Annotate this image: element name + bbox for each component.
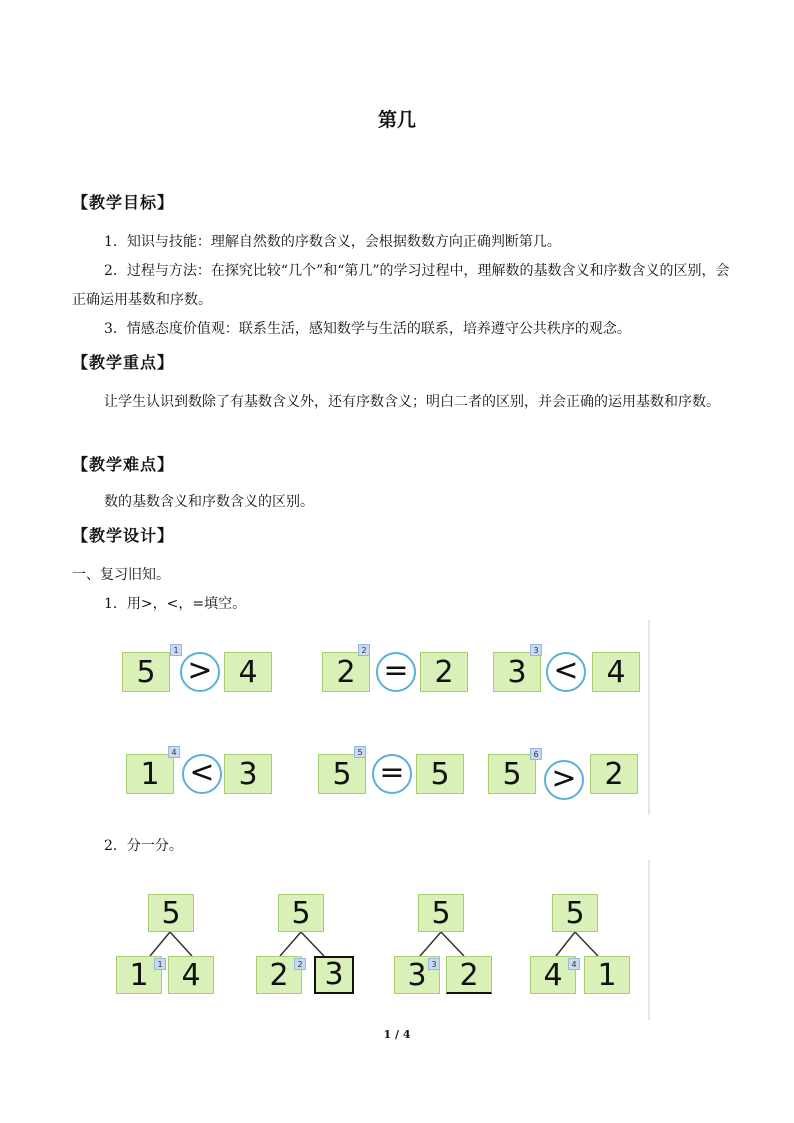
difficulties-text: 数的基数含义和序数含义的区别。 <box>104 494 314 510</box>
branch-line <box>556 932 598 956</box>
total-box: 5 <box>418 894 464 932</box>
part-box: 4 <box>168 956 214 994</box>
number-box: 3 <box>224 754 272 794</box>
goals-heading: 【教学目标】 <box>72 193 175 212</box>
goal-item-1: 1．知识与技能：理解自然数的序数含义，会根据数数方向正确判断第几。 <box>104 234 561 250</box>
goal-item-2: 2．过程与方法：在探究比较“几个”和“第几”的学习过程中，理解数的基数含义和序数含义的区别，会正确运用基数和序数。 <box>72 263 730 308</box>
figure-divider <box>648 620 650 815</box>
index-badge: 3 <box>428 958 440 970</box>
key-points-heading: 【教学重点】 <box>72 353 175 372</box>
branch-line <box>150 932 192 956</box>
goal-item-3: 3．情感态度价值观：联系生活，感知数学与生活的联系，培养遵守公共秩序的观念。 <box>104 321 631 337</box>
page-title: 第几 <box>377 109 416 131</box>
question-1: 1．用>，<，=填空。 <box>104 596 247 612</box>
part-box: 3 <box>394 956 440 994</box>
difficulties-heading: 【教学难点】 <box>72 455 175 474</box>
part-box: 2 <box>256 956 302 994</box>
index-badge: 2 <box>294 958 306 970</box>
number-box: 2 <box>322 652 370 692</box>
split-figure <box>110 860 655 1020</box>
index-badge: 1 <box>170 644 182 656</box>
design-heading: 【教学设计】 <box>72 526 175 545</box>
index-badge: 1 <box>154 958 166 970</box>
index-badge: 6 <box>530 748 542 760</box>
number-box: 5 <box>318 754 366 794</box>
answer-circle: > <box>180 652 220 692</box>
number-box: 2 <box>590 754 638 794</box>
page-number: 1 / 4 <box>383 1028 411 1041</box>
total-box: 5 <box>552 894 598 932</box>
answer-circle: > <box>544 760 584 800</box>
answer-circle: = <box>372 754 412 794</box>
number-box: 5 <box>488 754 536 794</box>
number-box: 2 <box>420 652 468 692</box>
part-box: 1 <box>116 956 162 994</box>
review-step: 一、复习旧知。 <box>72 567 170 583</box>
key-points-text: 让学生认识到数除了有基数含义外，还有序数含义；明白二者的区别，并会正确的运用基数和序数。 <box>104 394 720 410</box>
part-box: 1 <box>584 956 630 994</box>
number-box: 3 <box>493 652 541 692</box>
part-box: 3 <box>314 956 354 994</box>
branch-line <box>420 932 464 956</box>
answer-circle: < <box>546 652 586 692</box>
total-box: 5 <box>278 894 324 932</box>
branch-line <box>280 932 324 956</box>
number-box: 1 <box>126 754 174 794</box>
total-box: 5 <box>148 894 194 932</box>
question-2: 2．分一分。 <box>104 838 183 854</box>
index-badge: 3 <box>530 644 542 656</box>
number-box: 4 <box>224 652 272 692</box>
answer-circle: = <box>376 652 416 692</box>
split-branch-lines <box>110 860 655 1020</box>
part-box: 4 <box>530 956 576 994</box>
index-badge: 4 <box>168 746 180 758</box>
number-box: 5 <box>416 754 464 794</box>
number-box: 5 <box>122 652 170 692</box>
part-box: 2 <box>446 956 492 994</box>
index-badge: 5 <box>354 746 366 758</box>
answer-circle: < <box>182 754 222 794</box>
number-box: 4 <box>592 652 640 692</box>
index-badge: 2 <box>358 644 370 656</box>
compare-figure <box>110 620 655 815</box>
index-badge: 4 <box>568 958 580 970</box>
